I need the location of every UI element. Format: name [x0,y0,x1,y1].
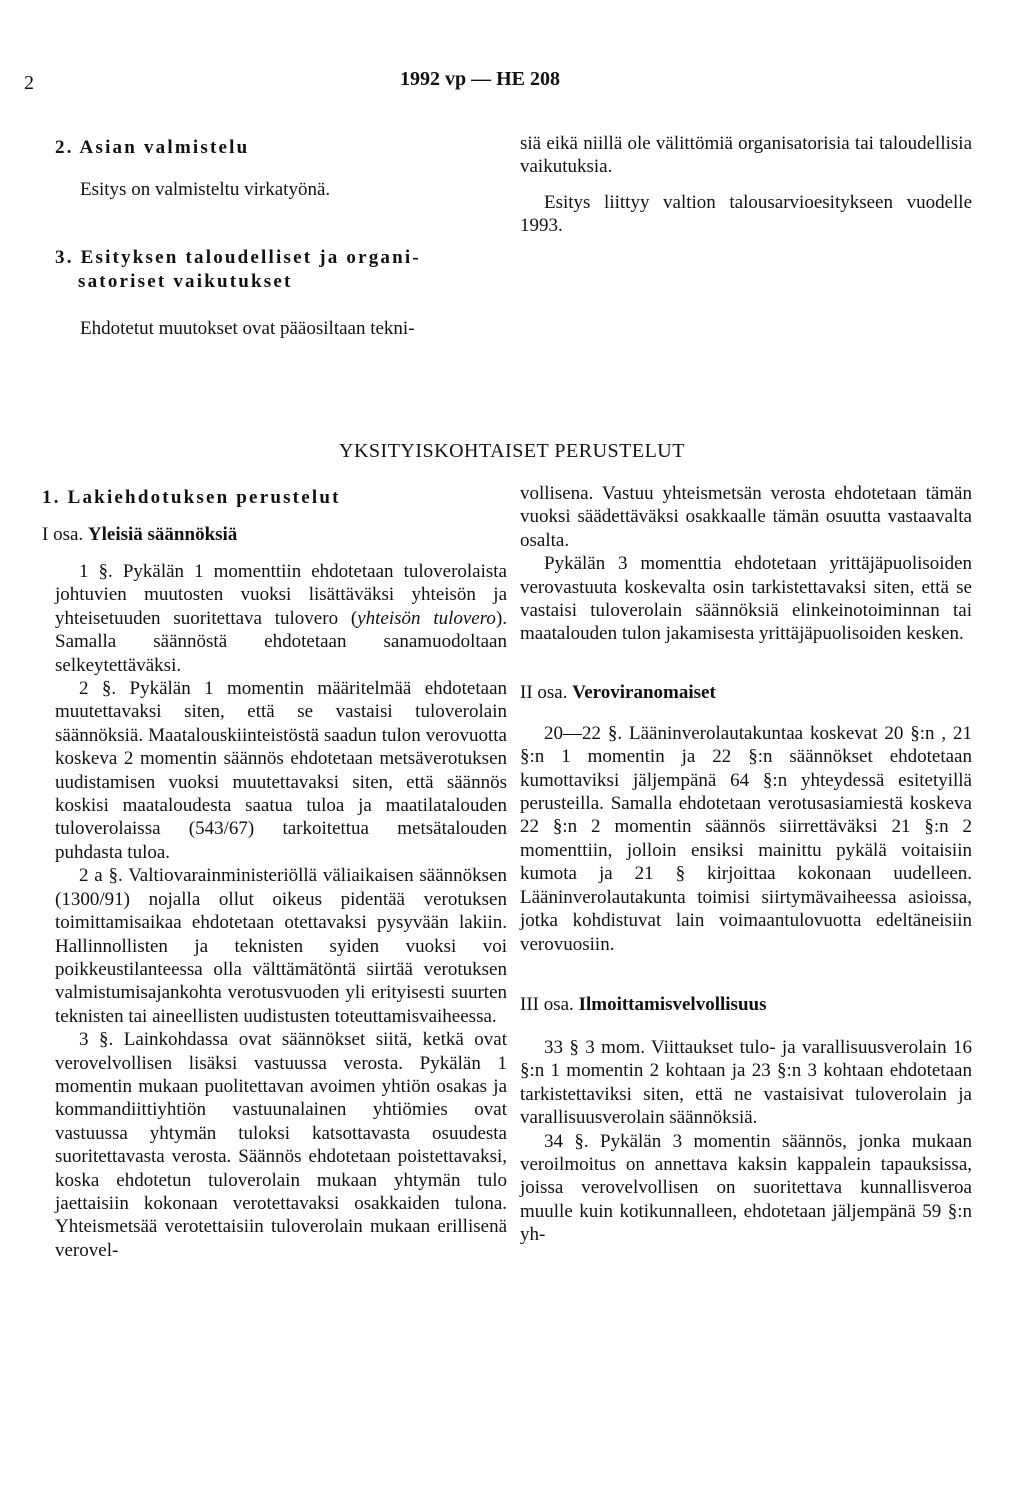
part1-title: Yleisiä säännöksiä [87,524,238,545]
right-column [520,482,972,1247]
left-column [42,486,508,1262]
running-head: 1992 vp — HE 208 [400,68,561,90]
right-paragraph-4: 33 § 3 mom. Viittaukset tulo- ja varallisuusverolain 16 §:n 1 momentin 2 kohtaan ja 23 §:n 3 kohtaan ehdotetaan tarkistettaviksi siten, että ne vastaisivat tuloverolain ja varallisuusverolain säännöksiä. [520,1036,972,1129]
top-right-column [520,132,972,238]
part2-prefix: II osa. [520,681,568,703]
section3-text: Ehdotetut muutokset ovat pääosiltaan tekni- [80,318,415,339]
section3-heading-line1: 3. Esityksen taloudelliset ja organi- [55,247,421,268]
p1-part-a: 1 §. Pykälän 1 momenttiin ehdotetaan tuloverolaista johtuvien muutosten vuoksi lisättäväksi yhteisön ja yhteisetuuden suoritettava tulovero ( [55,561,507,629]
page-number: 2 [24,72,34,94]
part2-title: Veroviranomaiset [572,681,716,703]
paragraph-1-pykala [55,560,507,677]
section3-heading-line2: satoriset vaikutukset [78,271,293,292]
paragraph-2a-pykala: 2 a §. Valtiovarainministeriöllä väliaikaisen säännöksen (1300/91) nojalla ollut oikeus pidentää verotuksen toimittamisaikaa ehdotetaan otettavaksi pysyvään lakiin. Hallinnollisten ja teknisten syiden vuoksi voi poikkeustilanteessa olla välttämätöntä siirtää verotuksen valmistumisajankohta verotusvuoden yli erityisesti suurten teknisten tai aineellisten uudistusten toteuttamisvaiheessa. [55,865,507,1027]
paragraph-2-pykala: 2 §. Pykälän 1 momentin määritelmää ehdotetaan muutettavaksi siten, että se vastaisi tuloverolain säännöksiä. Maatalouskiinteistöstä saadun tulon verovuotta koskeva 2 momentin säännös ehdotetaan metsäverotuksen uudistamisen vuoksi muutettavaksi siten, että säännös koskisi maataloudesta saatua tuloa ja maatilatalouden tuloverolaissa (543/67) tarkoitettua metsätalouden puhdasta tuloa. [55,678,507,863]
lakiehdotus-heading: 1. Lakiehdotuksen perustelut [42,487,341,508]
part3-title: Ilmoittamisvelvollisuus [578,993,767,1015]
section2-text: Esitys on valmisteltu virkatyönä. [80,179,331,200]
part3-heading [520,994,972,1016]
section2-heading: 2. Asian valmistelu [55,137,250,158]
top-right-paragraph-1: siä eikä niillä ole välittömiä organisatorisia tai taloudellisia vaikutuksia. [520,133,972,178]
paragraph-3-pykala: 3 §. Lainkohdassa ovat säännökset siitä, ketkä ovat verovelvollisen lisäksi vastuussa verosta. Pykälän 1 momentin mukaan puolitettavan avoimen yhtiön osakas ja kommandiittiyhtiön vastuunalainen yhtiömies ovat vastuussa yhtymän tuloksi katsottavasta osuudesta suoritettavasta verosta. Säännös ehdotetaan poistettavaksi, koska ehdotetun tuloverolain mukaan yhtymän tulo jaettaisiin kokonaan verotettavaksi osakkaiden tulona. Yhteismetsää verotettaisiin tuloverolain mukaan erillisenä verovel- [55,1029,507,1261]
part1-prefix: I osa. [42,524,84,545]
right-paragraph-2: Pykälän 3 momenttia ehdotetaan yrittäjäpuolisoiden verovastuuta koskevalta osin tarkistettavaksi siten, että se vastaisi tuloverolain säännöksiä elinkeinotoiminnan tai maatalouden tulon jakamisesta yrittäjäpuolisoiden kesken. [520,553,972,645]
p1-part-b: ). Samalla säännöstä ehdotetaan sanamuodoltaan selkeytettäväksi. [55,607,508,676]
right-paragraph-1: vollisena. Vastuu yhteismetsän verosta ehdotetaan tämän vuoksi säädettäväksi osakkaalle tämän osuutta vastaavalta osalta. [520,483,972,551]
right-paragraph-3: 20—22 §. Lääninverolautakuntaa koskevat 20 §:n , 21 §:n 1 momentin ja 22 §:n säännökset ehdotetaan kumottaviksi jäljempänä 64 §:n yhteydessä esitetyillä perusteilla. Samalla ehdotetaan verotusasiamiestä koskeva 22 §:n 2 momentin säännös siirrettäväksi 21 §:n 2 momenttiin, jolloin ensiksi mainittu pykälä voitaisiin kumota ja 21 § kirjoittaa kokonaan uudelleen. Lääninverolautakunta toimisi siirtymävaiheessa asioissa, jotka kohdistuvat lain voimaantulovuotta edeltäneisiin verovuosiin. [520,722,972,955]
part2-heading [520,682,972,704]
part3-prefix: III osa. [520,993,574,1015]
top-right-paragraph-2: Esitys liittyy valtion talousarvioesitykseen vuodelle 1993. [520,191,972,237]
main-heading: YKSITYISKOHTAISET PERUSTELUT [339,440,685,462]
right-paragraph-5: 34 §. Pykälän 3 momentin säännös, jonka mukaan veroilmoitus on annettava kaksin kappalein tapauksissa, joissa verovelvollisen on suoritettava kunnallisveroa muulle kuin kotikunnalleen, ehdotetaan jäljempänä 59 §:n yh- [520,1130,972,1246]
part1-heading [42,524,507,546]
p1-emphasis: yhteisön tulovero [357,607,496,629]
